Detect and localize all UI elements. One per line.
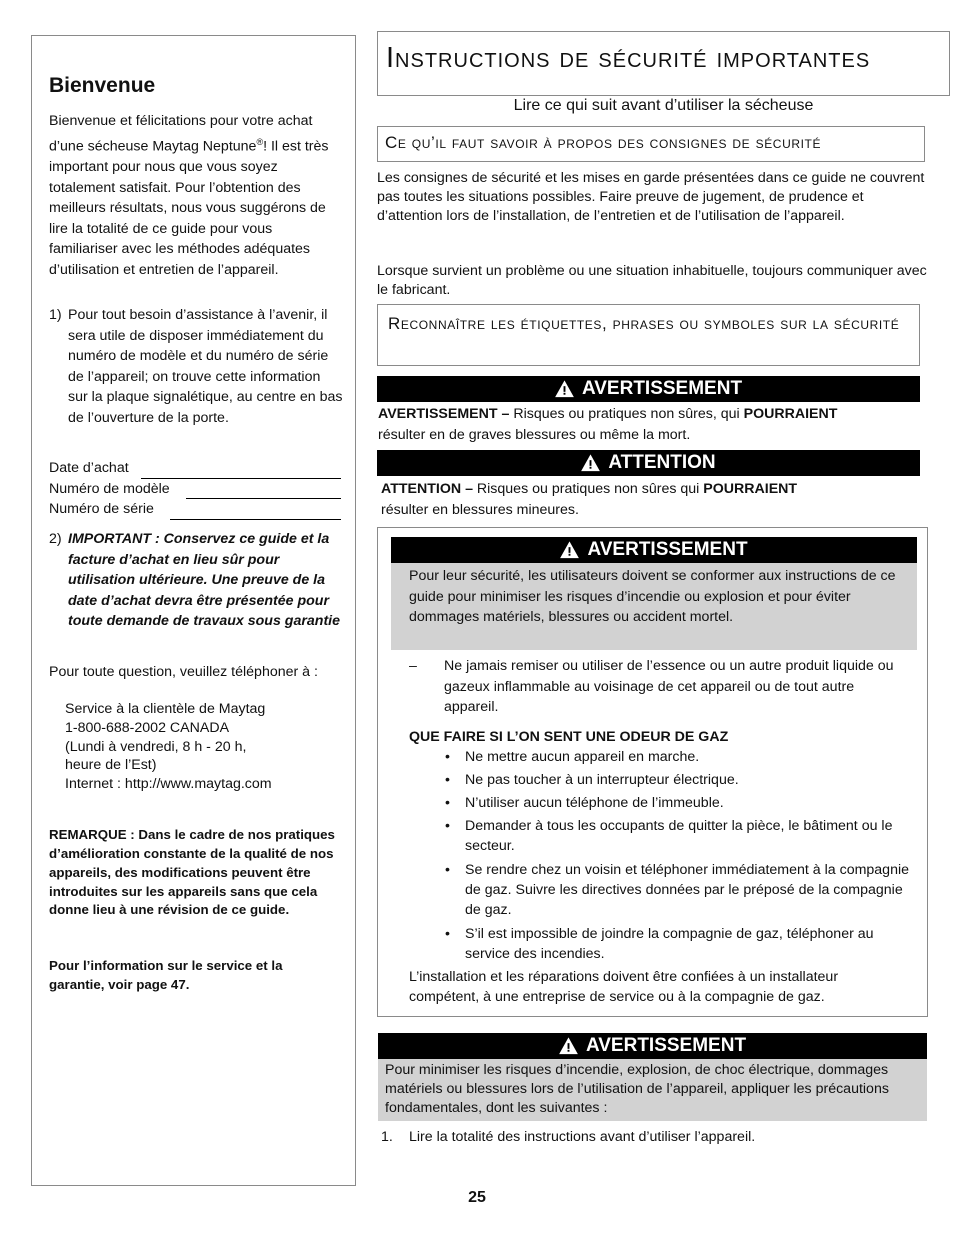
bottom-warning-text: Pour minimiser les risques d’incendie, explosion, de choc électrique, dommages matériels ou blessures lors de l’utilisation de l’appareil, appliquer les précautions fondamentales, dont les suivantes : bbox=[385, 1062, 889, 1116]
warning-definition: AVERTISSEMENT – Risques ou pratiques non sûres, qui POURRAIENT résulter en de graves blessures ou même la mort. bbox=[378, 406, 838, 443]
section-heading-box-1 bbox=[377, 126, 925, 162]
service-info: Pour l’information sur le service et la garantie, voir page 47. bbox=[49, 958, 283, 993]
item-1: 1) Pour tout besoin d’assistance à l’avenir, il sera utile de disposer immédiatement du numéro de modèle et du numéro de série de l’appareil; on trouve cette information sur la plaque signalétique, au centre en bas de l’ouverture de la porte. bbox=[49, 307, 343, 426]
gas-warning-bar: AVERTISSEMENT bbox=[391, 537, 917, 563]
section-heading-2: Reconnaître les étiquettes, phrases ou symboles sur la sécurité bbox=[388, 314, 900, 333]
list-item: • Se rendre chez un voisin et téléphoner immédiatement à la compagnie de gaz. Suivre les directives données par le préposé de la compagnie de gaz. bbox=[409, 860, 909, 920]
page-title: Instructions de sécurité importantes bbox=[386, 42, 871, 74]
warning-triangle-icon bbox=[581, 454, 600, 472]
section-heading-1: Ce qu’il faut savoir à propos des consignes de sécurité bbox=[385, 133, 822, 152]
page-number: 25 bbox=[468, 1189, 486, 1206]
bottom-warning-shaded bbox=[378, 1059, 927, 1121]
item-2: 2) IMPORTANT : Conservez ce guide et la facture d’achat en lieu sûr pour utilisation ultérieure. Une preuve de la date d’achat devra être présentée pour toute demande de travaux sous garantie bbox=[49, 531, 341, 630]
purchase-date-field: Date d’achat bbox=[49, 458, 341, 479]
gas-warning-text: Pour leur sécurité, les utilisateurs doivent se conformer aux instructions de ce guide pour minimiser les risques d’incendie ou explosion et pour éviter dommages matériels, blessures ou accident mortel. bbox=[409, 568, 896, 626]
installation-note: L’installation et les réparations doivent être confiées à un installateur compétent, à une entreprise de service ou à la compagnie de gaz. bbox=[409, 969, 839, 1005]
gas-warning-shaded bbox=[391, 563, 917, 650]
section-heading-box-2 bbox=[377, 304, 920, 366]
page-subtitle: Lire ce qui suit avant d’utiliser la sécheuse bbox=[513, 97, 814, 114]
gas-odor-list bbox=[409, 747, 909, 964]
caution-label-bar: ATTENTION bbox=[377, 450, 920, 476]
list-item: • S’il est impossible de joindre la compagnie de gaz, téléphoner au service des incendies. bbox=[409, 924, 909, 964]
gasoline-note: – Ne jamais remiser ou utiliser de l’essence ou un autre produit liquide ou gazeux inflammable au voisinage de cet appareil ou de tout autre appareil. bbox=[409, 658, 894, 716]
bottom-warning-bar: AVERTISSEMENT bbox=[378, 1033, 927, 1059]
warning-label-bar: AVERTISSEMENT bbox=[377, 376, 920, 402]
welcome-intro: Bienvenue et félicitations pour votre achat d’une sécheuse Maytag Neptune®! Il est très important pour nous que vous soyez totalement satisfait. Pour l’obtention des meilleurs résultats, nous vous suggérons de lire la totalité de ce guide pour vous familiariser avec les méthodes adéquates d’utilisation et entretien de l’appareil. bbox=[49, 113, 329, 278]
warning-triangle-icon bbox=[560, 541, 579, 559]
intro-paragraph-1: Les consignes de sécurité et les mises en garde présentées dans ce guide ne couvrent pas toutes les situations possibles. Faire preuve de jugement, de prudence et d’attention lors de l’installation, de l’entretien et de l’utilisation de l’appareil. bbox=[377, 170, 925, 224]
intro-paragraph-2: Lorsque survient un problème ou une situation inhabituelle, toujours communiquer avec le fabricant. bbox=[377, 263, 927, 298]
warning-triangle-icon bbox=[559, 1037, 578, 1055]
serial-number-field: Numéro de série bbox=[49, 499, 341, 520]
purchase-fields bbox=[49, 458, 341, 520]
precaution-item-1: 1. Lire la totalité des instructions avant d’utiliser l’appareil. bbox=[381, 1129, 756, 1145]
list-item: • Ne pas toucher à un interrupteur électrique. bbox=[409, 770, 909, 790]
list-item: • N’utiliser aucun téléphone de l’immeuble. bbox=[409, 793, 909, 813]
remarque-note: REMARQUE : Dans le cadre de nos pratiques d’amélioration constante de la qualité de nos appareils, des modifications peuvent être introduites sur les appareils sans que cela donne lieu à une révision de ce guide. bbox=[49, 827, 335, 918]
model-number-field: Numéro de modèle bbox=[49, 479, 341, 500]
list-item: • Demander à tous les occupants de quitter la pièce, le bâtiment ou le secteur. bbox=[409, 816, 909, 856]
warning-triangle-icon bbox=[555, 380, 574, 398]
page-title-box bbox=[377, 31, 950, 96]
question-text: Pour toute question, veuillez téléphoner à : bbox=[49, 664, 318, 680]
service-contact: Service à la clientèle de Maytag 1-800-688-2002 CANADA (Lundi à vendredi, 8 h - 20 h, heure de l’Est) Internet : http://www.maytag.com bbox=[65, 701, 272, 793]
caution-definition: ATTENTION – Risques ou pratiques non sûres qui POURRAIENT résulter en blessures mineures. bbox=[381, 481, 798, 518]
list-item: • Ne mettre aucun appareil en marche. bbox=[409, 747, 909, 767]
welcome-heading: Bienvenue bbox=[49, 74, 156, 97]
gas-odor-heading: QUE FAIRE SI L’ON SENT UNE ODEUR DE GAZ bbox=[409, 729, 729, 745]
